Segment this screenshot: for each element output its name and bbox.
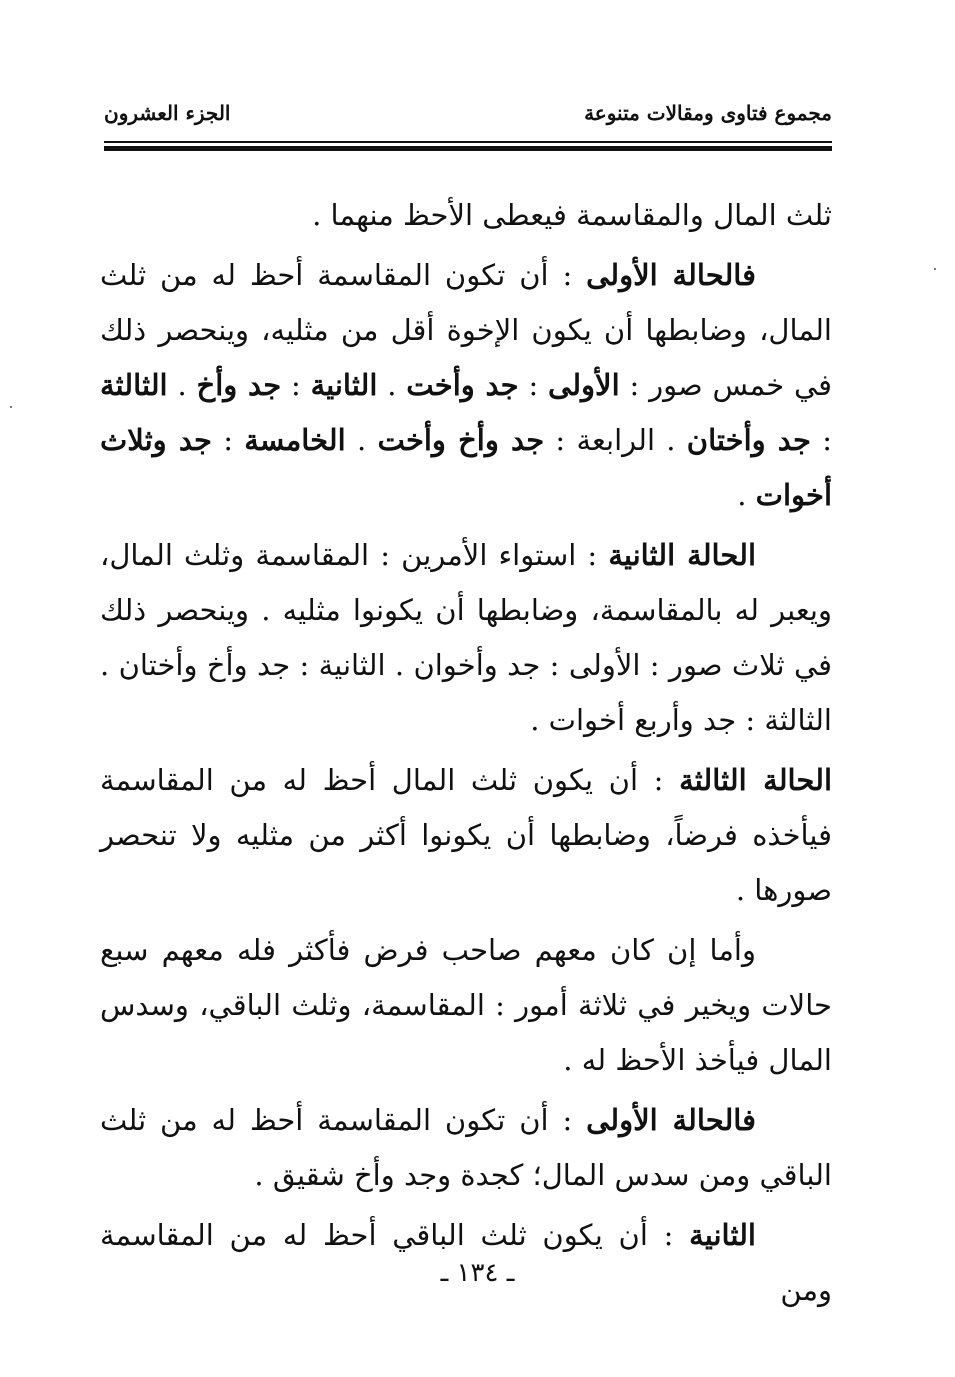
separator: . — [377, 368, 407, 402]
paragraph-lead: الحالة الثالثة — [679, 763, 833, 797]
bold-term: الثالثة — [100, 368, 168, 402]
paragraph-text: : استواء الأمرين : المقاسمة وثلث المال، ويعبر له بالمقاسمة، وضابطها أن يكونوا مثليه . وينحصر ذلك في ثلاث صور : الأولى : جد وأخوان . الثانية : جد وأخ وأختان . الثالثة : جد وأربع أخوات . — [100, 538, 832, 737]
running-header — [104, 96, 832, 130]
paragraph — [100, 1093, 832, 1203]
bold-term: الثانية — [310, 368, 378, 402]
paragraph — [100, 188, 832, 243]
paragraph-text: : أن تكون المقاسمة أحظ له من ثلث المال، وضابطها أن يكون الإخوة أقل من مثليه، وينحصر ذلك في خمس صور : — [100, 258, 833, 402]
separator: : — [211, 423, 245, 457]
page-number: ـ ١٣٤ ـ — [440, 1258, 515, 1288]
header-rule-thick — [104, 146, 832, 151]
bold-term: جد وأخ — [196, 368, 282, 402]
paragraph-lead: فالحالة الأولى — [586, 258, 756, 292]
bold-term: جد وأخ وأخت — [377, 423, 545, 457]
separator: . — [167, 368, 197, 402]
header-rule-thin — [104, 141, 832, 143]
bold-term: الأولى — [548, 368, 620, 402]
paragraph-text: : أن يكون ثلث المال أحظ له من المقاسمة فيأخذه فرضاً، وضابطها أن يكونوا أكثر من مثليه ولا تنحصر صورها . — [100, 763, 832, 907]
scan-speck — [10, 406, 12, 408]
paragraph — [100, 248, 832, 523]
paragraph-lead: فالحالة الأولى — [586, 1103, 756, 1137]
bold-term: جد وأخت — [406, 368, 519, 402]
separator: : — [518, 368, 549, 402]
book-title: مجموع فتاوى ومقالات متنوعة — [584, 101, 832, 125]
bold-term: جد وأختان — [686, 423, 811, 457]
paragraph-text: : أن تكون المقاسمة أحظ له من ثلث الباقي ومن سدس المال؛ كجدة وجد وأخ شقيق . — [100, 1103, 832, 1192]
separator: . الرابعة : — [544, 423, 687, 457]
separator: : — [810, 423, 832, 457]
paragraph-text: وأما إن كان معهم صاحب فرض فأكثر فله معهم سبع حالات ويخير في ثلاثة أمور : المقاسمة، وثلث الباقي، وسدس المال فيأخذ الأحظ له . — [100, 933, 832, 1077]
separator: . — [737, 478, 756, 512]
separator: . — [345, 423, 378, 457]
paragraph-lead: الحالة الثانية — [608, 538, 756, 572]
body-text — [100, 188, 832, 1323]
bold-term: الخامسة — [244, 423, 346, 457]
scan-speck — [934, 268, 936, 270]
paragraph — [100, 528, 832, 748]
paragraph-lead: الثانية — [689, 1218, 756, 1252]
paragraph — [100, 923, 832, 1088]
volume-label: الجزء العشرون — [104, 101, 231, 125]
paragraph-text: ثلث المال والمقاسمة فيعطى الأحظ منهما . — [312, 198, 832, 232]
paragraph-text: : أن يكون ثلث الباقي أحظ له من المقاسمة ومن — [100, 1218, 832, 1307]
separator: : — [281, 368, 311, 402]
bold-term: جد وثلاث أخوات — [100, 423, 832, 512]
paragraph — [100, 753, 832, 918]
